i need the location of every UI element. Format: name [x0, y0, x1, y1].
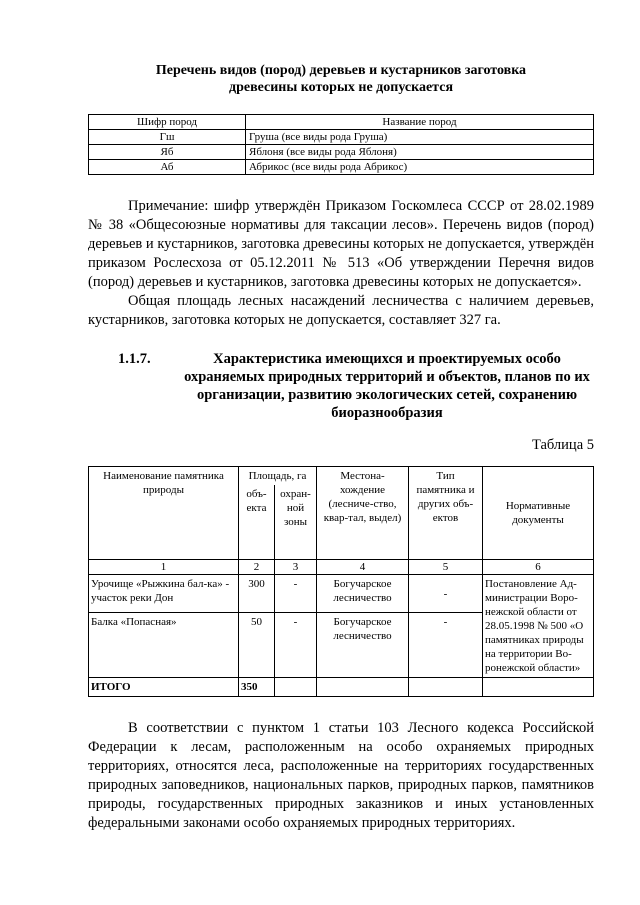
total-label: ИТОГО	[89, 678, 239, 697]
page-title-line1: Перечень видов (пород) деревьев и кустарников заготовка	[155, 63, 527, 78]
monument-area: 50	[239, 613, 275, 678]
monument-type: -	[409, 613, 483, 678]
page-title-line2: древесины которых не допускается	[228, 80, 454, 95]
note-area-paragraph: Общая площадь лесных насаждений лесничества с наличием деревьев, кустарников, заготовка которых не допускается, составляет 327 га.	[88, 293, 594, 328]
column-number-row	[89, 560, 594, 575]
header-type: Тип памятника и других объ-ектов	[409, 467, 483, 560]
species-code: Яб	[89, 145, 246, 160]
table-row	[89, 145, 594, 160]
header-area-object: объ-екта	[239, 485, 275, 560]
header-documents: Нормативные документы	[483, 467, 594, 560]
monument-type: -	[409, 575, 483, 613]
column-number: 4	[317, 560, 409, 575]
monuments-header-row	[89, 467, 594, 486]
species-name: Абрикос (все виды рода Абрикос)	[246, 160, 594, 175]
monument-zone: -	[275, 575, 317, 613]
section-number: 1.1.7.	[118, 351, 151, 367]
monument-location: Богучарское лесничество	[317, 613, 409, 678]
species-name: Яблоня (все виды рода Яблоня)	[246, 145, 594, 160]
header-code: Шифр пород	[89, 115, 246, 130]
column-number: 3	[275, 560, 317, 575]
empty-cell	[409, 678, 483, 697]
table-row	[89, 130, 594, 145]
header-monument-name: Наименование памятника природы	[89, 467, 239, 560]
closing-paragraph: В соответствии с пунктом 1 статьи 103 Лесного кодекса Российской Федерации к лесам, расположенным на особо охраняемых природных территориях, относятся леса, расположенные на территориях государственных природных заповедников, национальных парков, природных парков, памятников природы, государственных природных заказников и иных установленных федеральными законами особо охраняемых природных территориях.	[88, 720, 594, 831]
total-row	[89, 678, 594, 697]
monument-documents: Постановление Ад-министрации Воро-нежской области от 28.05.1998 № 500 «О памятниках природы на территории Во-ронежской области»	[483, 575, 594, 678]
section-title: Характеристика имеющихся и проектируемых особо охраняемых природных территорий и объектов, планов по их организации, развитию экологических сетей, сохранению биоразнообразия	[184, 351, 590, 421]
species-code: Гш	[89, 130, 246, 145]
table-row	[89, 575, 594, 613]
species-code: Аб	[89, 160, 246, 175]
species-table	[88, 114, 594, 175]
monument-location: Богучарское лесничество	[317, 575, 409, 613]
header-name: Название пород	[246, 115, 594, 130]
table-row	[89, 160, 594, 175]
section-heading	[118, 350, 594, 422]
column-number: 6	[483, 560, 594, 575]
species-table-header	[89, 115, 594, 130]
total-value: 350	[239, 678, 275, 697]
monument-name: Урочище «Рыжкина бал-ка» - участок реки Дон	[89, 575, 239, 613]
empty-cell	[483, 678, 594, 697]
note-paragraph: Примечание: шифр утверждён Приказом Госкомлеса СССР от 28.02.1989 № 38 «Общесоюзные нормативы для таксации лесов». Перечень видов (пород) деревьев и кустарников, заготовка древесины которых не допускается, утверждён приказом Рослесхоза от 05.12.2011 № 513 «Об утверждении Перечня видов (пород) деревьев и кустарников, заготовка древесины которых не допускается».	[88, 198, 594, 290]
table-label: Таблица 5	[531, 437, 594, 453]
monument-name: Балка «Попасная»	[89, 613, 239, 678]
column-number: 5	[409, 560, 483, 575]
header-location: Местона-хождение (лесниче-ство, квар-тал, выдел)	[317, 467, 409, 560]
species-name: Груша (все виды рода Груша)	[246, 130, 594, 145]
empty-cell	[275, 678, 317, 697]
column-number: 1	[89, 560, 239, 575]
header-area-zone: охран-ной зоны	[275, 485, 317, 560]
note-block	[88, 197, 594, 330]
monument-zone: -	[275, 613, 317, 678]
header-area: Площадь, га	[239, 467, 317, 486]
empty-cell	[317, 678, 409, 697]
closing-block	[88, 719, 594, 833]
monument-area: 300	[239, 575, 275, 613]
monuments-table	[88, 466, 594, 697]
column-number: 2	[239, 560, 275, 575]
page-title	[88, 62, 594, 96]
